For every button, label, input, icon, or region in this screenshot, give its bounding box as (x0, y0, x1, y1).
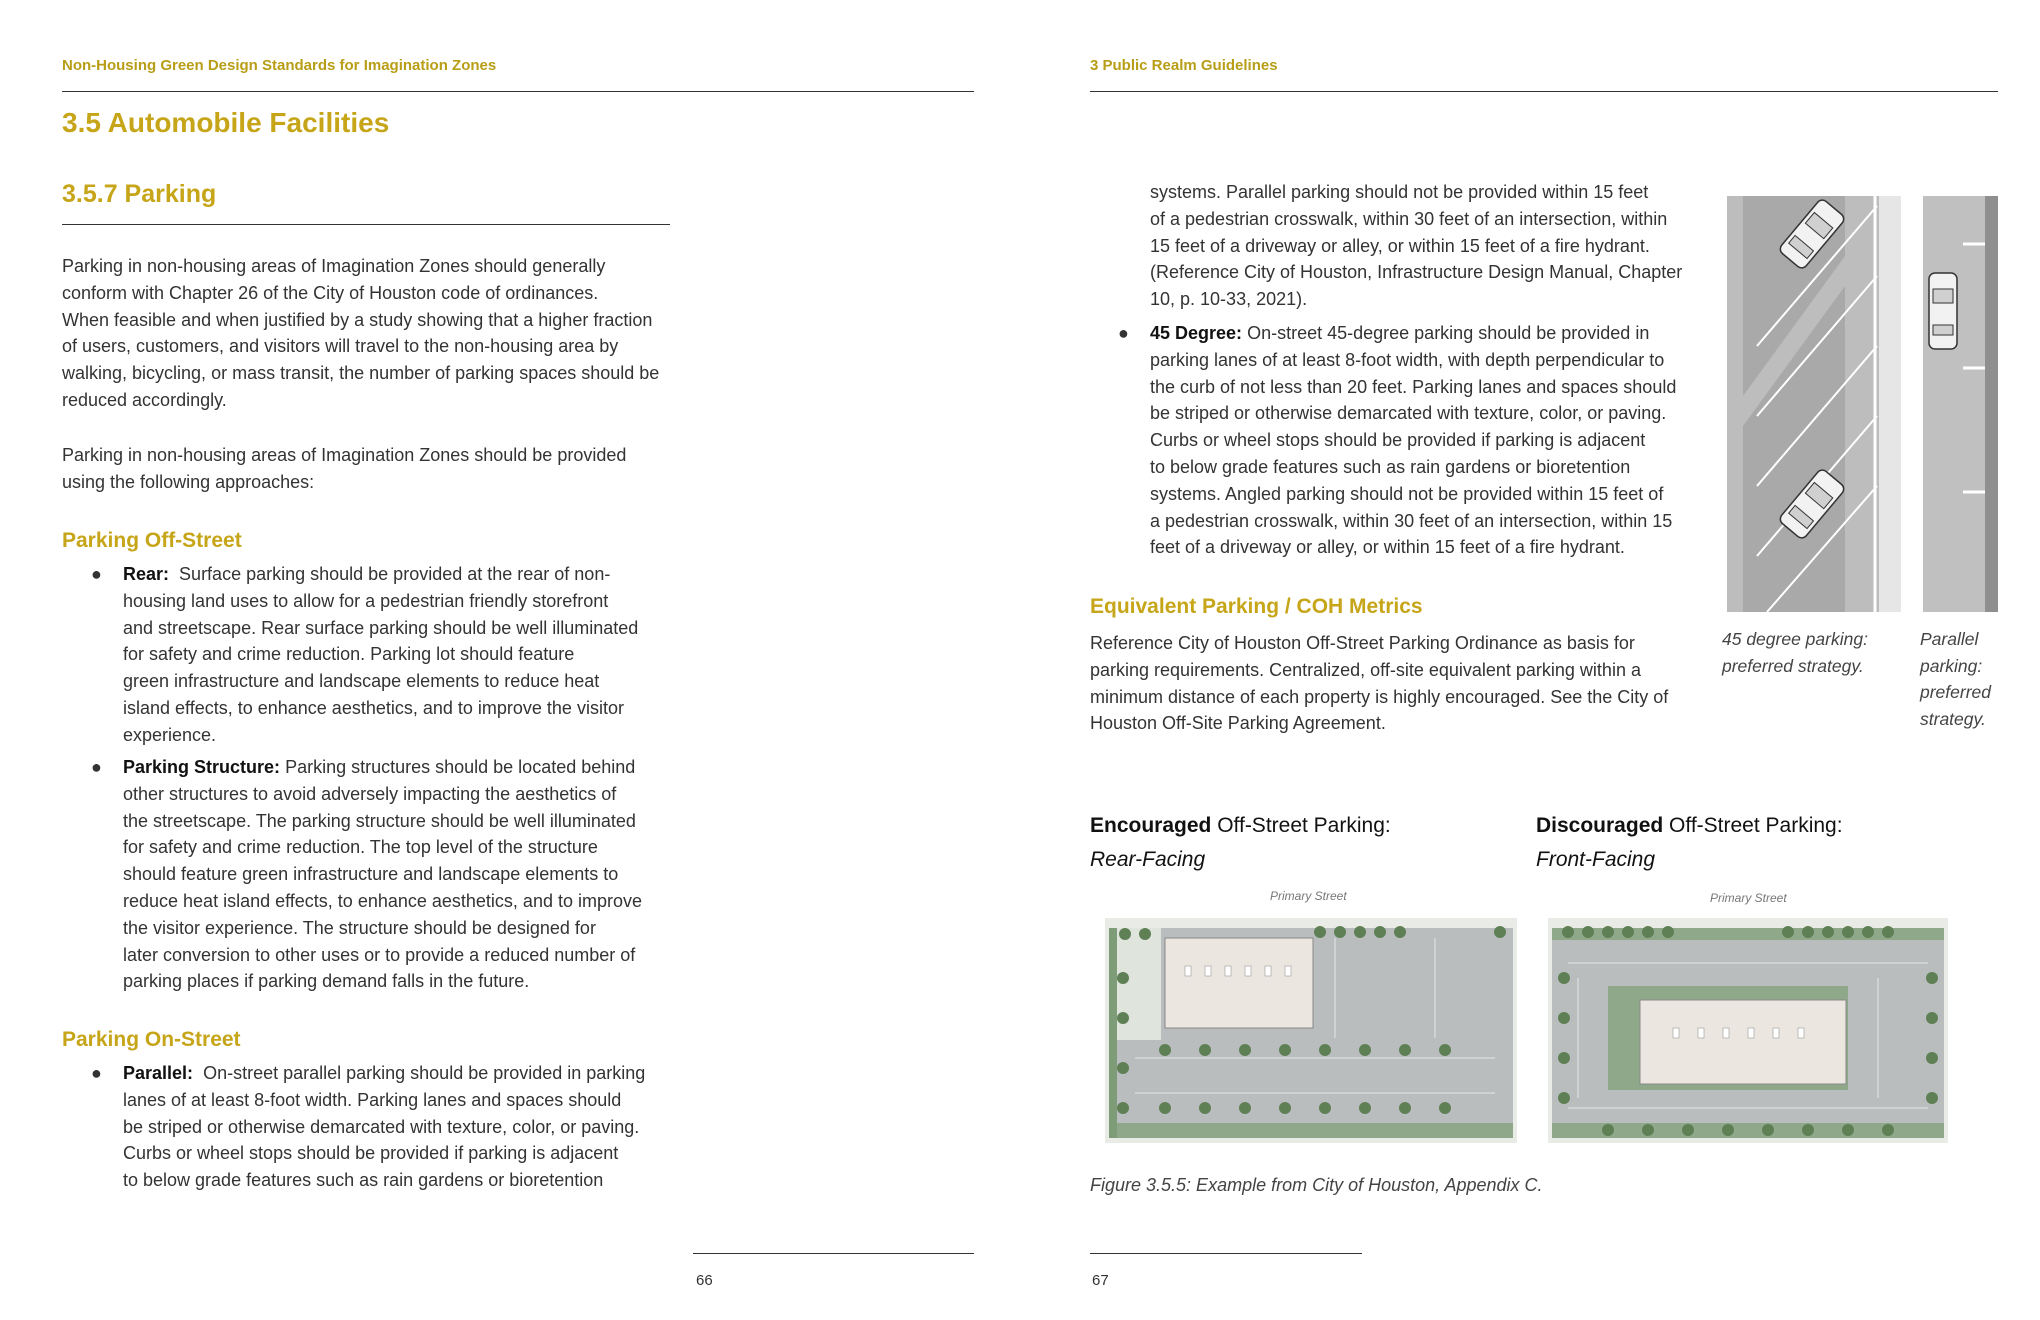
text-line: lanes of at least 8-foot width. Parking lanes and spaces should (123, 1089, 622, 1110)
text-line: parking requirements. Centralized, off-site equivalent parking within a (1090, 659, 1641, 680)
caption-45-degree (1722, 626, 1868, 679)
text-line: On-street parallel parking should be provided in parking (203, 1063, 646, 1083)
left-running-header: Non-Housing Green Design Standards for Imagination Zones (62, 57, 497, 74)
text-line: should feature green infrastructure and landscape elements to (123, 864, 619, 885)
text-line: Surface parking should be provided at the rear of non- (179, 564, 611, 584)
bullet-dot: ● (1118, 323, 1129, 343)
text-line: systems. Angled parking should not be provided within 15 feet of (1150, 483, 1664, 504)
subsection-rule (62, 224, 670, 225)
discouraged-title (1536, 814, 1843, 838)
text-line: parking lanes of at least 8-foot width, with depth perpendicular to (1150, 349, 1665, 370)
text-line: other structures to avoid adversely impacting the aesthetics of (123, 783, 617, 804)
text-line: of a pedestrian crosswalk, within 30 feet of an intersection, within (1150, 208, 1668, 229)
encouraged-subtitle: Rear-Facing (1090, 848, 1206, 871)
text-line: a pedestrian crosswalk, within 30 feet of an intersection, within 15 (1150, 510, 1673, 531)
text-line: green infrastructure and landscape elements to reduce heat (123, 671, 600, 692)
building (1640, 1000, 1846, 1084)
bullet-parking-structure (91, 754, 683, 995)
caption-line: preferred (1920, 682, 1992, 702)
text-line: Curbs or wheel stops should be provided if parking is adjacent (123, 1143, 619, 1164)
text-line: Reference City of Houston Off-Street Parking Ordinance as basis for (1090, 633, 1635, 653)
caption-line: parking: (1920, 655, 1983, 676)
text-line: experience. (123, 724, 217, 745)
text-line: systems. Parallel parking should not be provided within 15 feet (1150, 182, 1649, 202)
angled-parking-illustration (1727, 196, 1901, 612)
continued-paragraph (1150, 179, 1710, 313)
text-line: for safety and crime reduction. The top level of the structure (123, 837, 598, 858)
bullet-label: Rear: (123, 564, 170, 584)
text-line: Parking in non-housing areas of Imagination Zones should be provided (62, 445, 627, 465)
bullet-dot: ● (91, 564, 102, 584)
text-line: reduced accordingly. (62, 389, 227, 410)
onstreet-heading: Parking On-Street (62, 1028, 241, 1051)
caption-line: 45 degree parking: (1722, 629, 1868, 649)
caption-line: strategy. (1920, 708, 1986, 729)
text-line: 15 feet of a driveway or alley, or within 15 feet of a fire hydrant. (1150, 235, 1650, 256)
rear-facing-site-plan (1105, 918, 1517, 1143)
bullet-label: Parking Structure: (123, 757, 281, 777)
text-line: Houston Off-Site Parking Agreement. (1090, 713, 1386, 734)
bullet-parallel (91, 1060, 683, 1194)
text-line: walking, bicycling, or mass transit, the number of parking spaces should be (62, 363, 660, 384)
left-header-rule (62, 91, 974, 92)
text-line: parking places if parking demand falls in the future. (123, 971, 530, 992)
caption-line: preferred strategy. (1722, 655, 1864, 676)
text-line: and streetscape. Rear surface parking should be well illuminated (123, 617, 639, 638)
offstreet-heading: Parking Off-Street (62, 529, 242, 552)
left-footer-rule (693, 1253, 974, 1254)
discouraged-subtitle: Front-Facing (1536, 848, 1656, 871)
text-line: 10, p. 10-33, 2021). (1150, 289, 1308, 310)
text-line: the streetscape. The parking structure should be well illuminated (123, 810, 636, 831)
text-line: be striped or otherwise demarcated with texture, color, or paving. (1150, 403, 1667, 424)
text-line: On-street 45-degree parking should be provided in (1247, 323, 1650, 343)
text-line: housing land uses to allow for a pedestrian friendly storefront (123, 590, 609, 611)
metrics-paragraph (1090, 630, 1710, 737)
building (1165, 938, 1313, 1028)
right-footer-rule (1090, 1253, 1362, 1254)
text-line: using the following approaches: (62, 471, 315, 492)
bullet-label: 45 Degree: (1150, 323, 1243, 343)
text-line: Parking structures should be located behind (285, 757, 636, 777)
text-line: (Reference City of Houston, Infrastructure Design Manual, Chapter (1150, 262, 1683, 283)
text-line: Curbs or wheel stops should be provided if parking is adjacent (1150, 430, 1646, 451)
text-line: of users, customers, and visitors will travel to the non-housing area by (62, 336, 619, 357)
intro-paragraph (62, 253, 702, 414)
text-line: feet of a driveway or alley, or within 15 feet of a fire hydrant. (1150, 537, 1625, 558)
discouraged-bold: Discouraged (1536, 814, 1664, 837)
text-line: When feasible and when justified by a study showing that a higher fraction (62, 309, 653, 330)
bullet-45-degree (1118, 320, 1710, 561)
left-page-number: 66 (696, 1272, 713, 1289)
landscape-strip (1109, 1123, 1513, 1138)
bullet-dot: ● (91, 757, 102, 777)
discouraged-rest: Off-Street Parking: (1663, 814, 1843, 837)
text-line: for safety and crime reduction. Parking lot should feature (123, 644, 575, 665)
bullet-dot: ● (91, 1063, 102, 1083)
encouraged-title (1090, 814, 1391, 838)
text-line: later conversion to other uses or to provide a reduced number of (123, 944, 636, 965)
text-line: conform with Chapter 26 of the City of Houston code of ordinances. (62, 282, 599, 303)
caption-line: Parallel (1920, 629, 1979, 649)
front-facing-site-plan (1548, 918, 1948, 1143)
text-line: minimum distance of each property is highly encouraged. See the City of (1090, 686, 1669, 707)
text-line: the visitor experience. The structure should be designed for (123, 917, 596, 938)
encouraged-bold: Encouraged (1090, 814, 1212, 837)
car-icon (1929, 273, 1957, 349)
sidewalk (1879, 196, 1901, 612)
text-line: Parking in non-housing areas of Imagination Zones should generally (62, 256, 606, 276)
figure-caption: Figure 3.5.5: Example from City of Houston, Appendix C. (1090, 1175, 1543, 1195)
text-line: reduce heat island effects, to enhance aesthetics, and to improve (123, 890, 642, 911)
right-header-rule (1090, 91, 1998, 92)
approach-paragraph (62, 442, 702, 496)
encouraged-street-label: Primary Street (1270, 889, 1347, 903)
text-line: to below grade features such as rain gardens or bioretention (1150, 456, 1631, 477)
text-line: island effects, to enhance aesthetics, and to improve the visitor (123, 697, 624, 718)
curb (1985, 196, 1998, 612)
caption-parallel (1920, 626, 1991, 732)
parallel-parking-illustration (1923, 196, 1998, 612)
metrics-heading: Equivalent Parking / COH Metrics (1090, 595, 1423, 618)
subsection-title: 3.5.7 Parking (62, 180, 217, 208)
section-title: 3.5 Automobile Facilities (62, 107, 390, 138)
landscape-strip (1109, 928, 1117, 1138)
discouraged-street-label: Primary Street (1710, 891, 1787, 905)
text-line: be striped or otherwise demarcated with texture, color, or paving. (123, 1116, 640, 1137)
bullet-label: Parallel: (123, 1063, 194, 1083)
right-running-header: 3 Public Realm Guidelines (1090, 57, 1278, 74)
encouraged-rest: Off-Street Parking: (1211, 814, 1391, 837)
text-line: the curb of not less than 20 feet. Parking lanes and spaces should (1150, 376, 1677, 397)
right-page-number: 67 (1092, 1272, 1109, 1289)
text-line: to below grade features such as rain gardens or bioretention (123, 1170, 604, 1191)
bullet-rear (91, 561, 683, 749)
